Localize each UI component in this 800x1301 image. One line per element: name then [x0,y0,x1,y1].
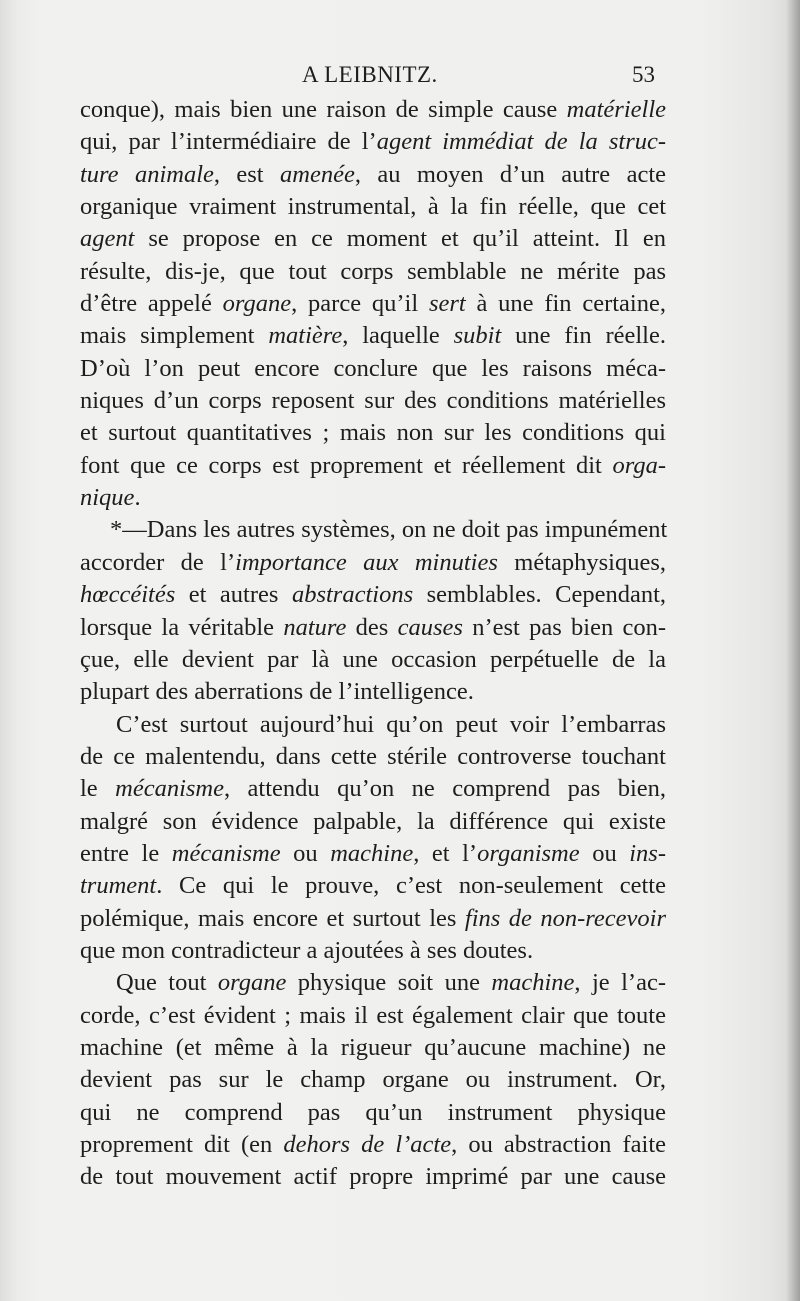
text-line [80,1064,666,1096]
italic-text: subit [453,322,502,350]
italic-text: sert [428,290,466,318]
text-line [80,773,666,805]
text-run: et surtout quantitatives ; mais non sur les conditions qui [80,419,666,447]
italic-text: amenée [280,160,355,188]
text-line [80,1129,666,1161]
text-run: . [134,484,141,512]
text-run: polémique, mais encore et surtout les [80,904,465,932]
text-run: corde, c’est évident ; mais il est également clair que toute [80,1001,666,1029]
text-run: se propose en ce moment et qu’il atteint. Il en [134,225,666,253]
text-line [80,1161,666,1193]
text-line [80,935,666,967]
italic-text: organe [217,969,287,997]
text-run: , au moyen d’un autre acte [354,160,666,188]
text-run: organique vraiment instrumental, à la fin réelle, que cet [80,193,666,221]
text-line [80,417,666,449]
italic-text: matérielle [566,96,666,123]
text-run: D’où l’on peut encore conclure que les raisons méca- [80,354,666,382]
italic-text: fins de non-recevoir [464,904,666,932]
text-run: devient pas sur le champ organe ou instrument. Or, [80,1066,666,1094]
text-run: que mon contradicteur a ajoutées à ses doutes. [80,936,534,964]
text-line [80,126,666,158]
text-run: , je l’ac- [574,969,666,997]
text-run: métaphysiques, [497,548,666,576]
running-head: A LEIBNITZ. [302,62,438,87]
text-run: lorsque la véritable [80,613,284,641]
text-line [80,612,666,644]
text-run: C’est surtout aujourd’hui qu’on peut voir l’embarras [116,710,666,738]
text-line [80,223,666,255]
italic-text: hœccéités [80,581,176,609]
body-text [80,94,666,1194]
text-run: de tout mouvement actif propre imprimé par une cause [80,1163,666,1191]
italic-text: causes [397,613,463,641]
page-header [80,62,655,92]
text-run: , et l’ [413,839,478,867]
italic-text: dehors de l’acte [283,1131,452,1158]
italic-text: organisme [477,839,580,867]
text-line [80,903,666,935]
text-run: semblables. Cependant, [413,581,666,609]
text-line [80,838,666,870]
text-run: physique soit une [286,969,492,997]
italic-text: matière [268,322,343,350]
text-line [80,191,666,223]
text-line [80,450,666,482]
text-line [80,353,666,385]
text-line [80,514,666,546]
text-line [80,288,666,320]
text-run: qui, par l’intermédiaire de l’ [80,128,377,156]
text-line [80,1032,666,1064]
text-run: une fin réelle. [501,322,666,350]
italic-text: mécanisme [171,839,281,867]
italic-text: importance aux minuties [235,548,498,576]
text-line [80,644,666,676]
text-run: le [80,775,116,803]
text-run: , est [213,160,280,188]
text-line [80,709,666,741]
text-line [80,385,666,417]
text-run: niques d’un corps reposent sur des conditions matérielles [80,387,666,415]
text-run: de ce malentendu, dans cette stérile controverse touchant [80,742,666,770]
text-run: des [346,613,398,641]
text-run: , attendu qu’on ne comprend pas bien, [223,775,667,803]
text-line [80,1097,666,1129]
text-run: n’est pas bien con- [462,613,666,641]
italic-text: nature [283,613,347,641]
text-run: à une fin certaine, [465,290,666,318]
text-run: , laquelle [342,322,454,350]
text-line [80,159,666,191]
text-line [80,482,666,514]
text-run: , parce qu’il [291,290,429,318]
text-line [80,806,666,838]
text-run: résulte, dis-je, que tout corps semblable ne mérite pas [80,257,666,285]
text-run: et autres [175,581,292,609]
text-line [80,676,666,708]
text-line [80,94,666,126]
text-line [80,547,666,579]
text-line [80,320,666,352]
italic-text: machine [330,839,414,867]
text-run: mais simplement [80,322,269,350]
text-line [80,741,666,773]
text-run: malgré son évidence palpable, la différence qui existe [80,807,666,835]
italic-text: agent immédiat de la struc- [376,128,667,156]
text-run: ou [579,839,630,867]
text-run: *—Dans les autres systèmes, on ne doit pas impunément [110,516,668,544]
text-run: proprement dit (en [80,1131,284,1158]
italic-text: ins- [629,839,666,867]
text-line [80,579,666,611]
text-run: font que ce corps est proprement et réellement dit [80,451,613,479]
page-gutter-shadow [786,0,800,1301]
text-run: Que tout [116,969,218,997]
text-line [80,967,666,999]
text-run: entre le [80,839,172,867]
italic-text: ture animale [80,160,214,188]
text-run: machine (et même à la rigueur qu’aucune machine) ne [80,1033,666,1061]
text-run: çue, elle devient par là une occasion perpétuelle de la [80,645,666,673]
text-run: d’être appelé [80,290,223,318]
italic-text: abstractions [291,581,414,609]
text-run: ou [280,839,331,867]
text-run: plupart des aberrations de l’intelligence. [80,678,474,706]
italic-text: mécanisme [115,775,224,803]
text-line [80,1000,666,1032]
italic-text: nique [80,484,135,512]
italic-text: agent [80,225,135,253]
text-run: accorder de l’ [80,548,236,576]
italic-text: trument [80,872,157,900]
text-run: qui ne comprend pas qu’un instrument physique [80,1098,666,1126]
italic-text: orga- [612,451,666,479]
text-line [80,256,666,288]
text-line [80,870,666,902]
text-run: . Ce qui le prouve, c’est non-seulement cette [156,872,666,900]
text-run: , ou abstraction faite [451,1131,666,1158]
italic-text: organe [222,290,292,318]
italic-text: machine [491,969,575,997]
page-number: 53 [632,62,655,87]
text-run: conque), mais bien une raison de simple cause [80,96,567,123]
